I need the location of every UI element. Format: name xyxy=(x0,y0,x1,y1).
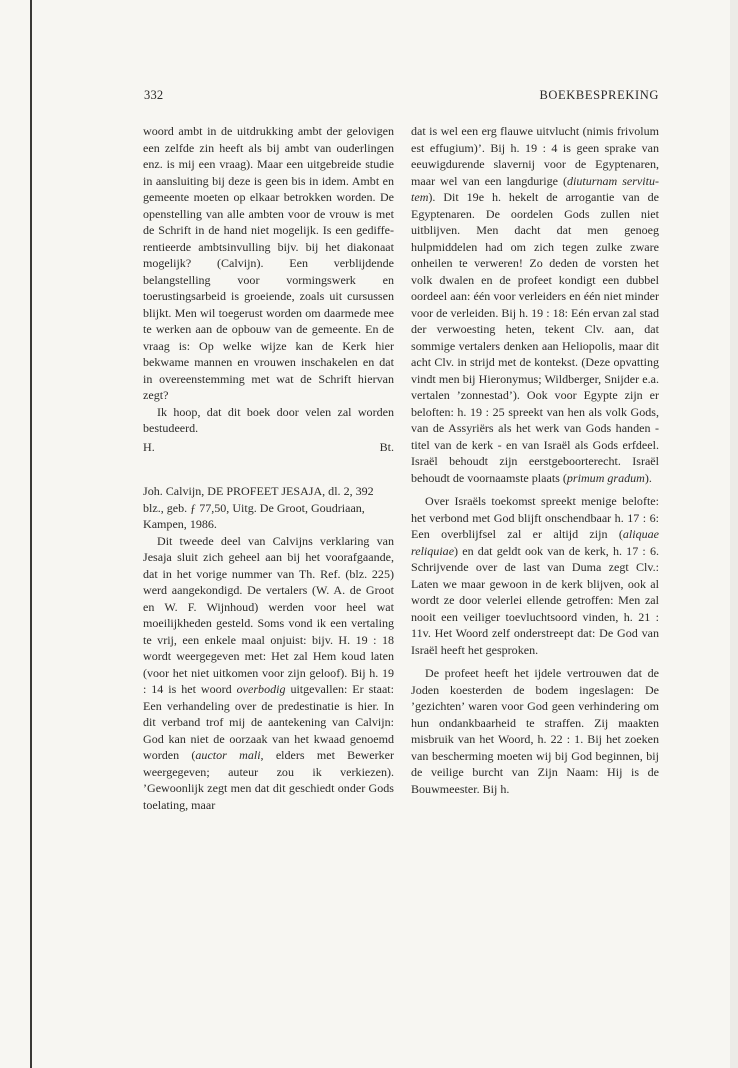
emphasis-primum-gradum: primum gradum xyxy=(566,470,645,485)
page-number: 332 xyxy=(144,88,164,102)
review-text-a: Dit tweede deel van Calvijns verklaring van Jesaja sluit zich geheel aan bij het voorafgaande, dat in het vorige nummer van Th. Ref. (blz. 225) werd aangekondigd. De vertalers (W. A. de Groot en W. F. Wijnhoud) werden voor heel wat moeilijkheden gesteld. Soms vond ik een vertaling te vrij, een enkele maal onjuist: bijv. H. 19 : 18 wordt weergegeven met: Het zal Hem koud laten (voor het niet uitkomen voor zijn geloof). Bij h. 19 : 14 is het woord xyxy=(143,533,394,697)
emphasis-aliquae-reliquiae: aliquae reliquiae xyxy=(411,527,659,558)
paragraph-continued: woord ambt in de uitdrukking ambt der gelovigen een zelfde zin heeft als bij ambt van ouderlingen enz. is mij een vraag). Maar een uitgebreide studie in aansluiting bij deze is geen bis in idem. Ambt en gemeente moeten op elkaar betrokken worden. De openstelling van alle ambten voor de vrouw is met de Schrift in de hand niet mogelijk. Is een gedifferentieerde ambtsinvulling bijv. bij het diakonaat mogelijk? (Calvijn). Een verblijdende belangstelling voor vormingswerk en toerustingsarbeid is groeiende, zoals uit cursussen blijkt. Men wil toegerust worden om daarmede mee te werken aan de opbouw van de gemeente. En de vraag is: Op welke wijze kan de Kerk hier bekwame mannen en vrouwen inschakelen en dat in overeenstemming met wat de Schrift hiervan zegt? xyxy=(143,124,394,402)
book-citation: Joh. Calvijn, DE PROFEET JESAJA, dl. 2, 392 blz., geb. ƒ 77,50, Uitg. De Groot, Goudriaan, Kampen, 1986. xyxy=(143,484,374,532)
scan-border-right xyxy=(730,0,738,1068)
text-segment: ) en dat geldt ook van de kerk, h. 17 : 6. Schrijvende over de last van Duma zegt Clv.: Laten we maar gewoon in de kerk blijven, ook al wordt ze door velerlei ellende getroffen: Men zal nooit een veiliger toevluchtsoord vinden, h. 21 : 11v. Het Woord zelf onderstreept dat: De God van Israël heeft het gesproken. xyxy=(411,543,659,657)
review-signoff xyxy=(143,439,394,456)
right-column xyxy=(411,123,659,797)
paragraph-prophet: De profeet heeft het ijdele vertrouwen dat de Joden koesterden de bodem ingeslagen: De ’gezichten’ waren voor God geen verhindering om hun ondankbaarheid te straffen. Zij maakten misbruik van het Woord, h. 22 : 1. Bij het zoeken van bescherming moeten wij bij God beginnen, bij de veilige burcht van Zijn Naam: Hij is de Bouwmeester. Bij h. xyxy=(411,666,659,796)
text-segment: dat is wel een erg flauwe uitvlucht (nimis frivolum est effugium)’. Bij h. 19 : 4 is geen sprake van eeuwigdurende slavernij voor de Egyptenaren, maar wel van een langdurige ( xyxy=(411,124,659,188)
text-segment: ). xyxy=(644,470,652,485)
paragraph-israel xyxy=(411,493,659,658)
review-text-c: elders met Bewerker weergegeven; auteur zou ik verkiezen). ’Gewoonlijk zegt men dat dit geschiedt onder Gods toelating, maar xyxy=(143,748,394,812)
paragraph-egypt xyxy=(411,123,659,486)
running-head: BOEKBESPREKING xyxy=(539,88,659,102)
signoff-initial-left: H. xyxy=(143,439,155,454)
review-emphasis-auctor-mali: auctor mali, xyxy=(195,748,264,763)
review-paragraph xyxy=(143,533,394,814)
text-segment: Over Israëls toekomst spreekt menige belofte: het verbond met God blijft onschendbaar h. 17 : 6: Een overblijfsel zal er altijd zijn ( xyxy=(411,494,659,541)
text-segment: ). Dit 19e h. hekelt de arrogantie van de Egyptenaren. De oordelen Gods zullen niet uitblijven. Men dacht dat men genoeg hulpmiddelen had om zich tegen zulke zware onheilen te verweren! Zo deden de vorsten het volk dwalen en de profeet kondigt een dubbel oordeel aan: één voor verleiders en één niet minder voor de verleiden. Bij h. 19 : 18: Eén ervan zal stad der verwoesting heten, tekent Clv. aan, dat sommige vertalers denken aan Heliopolis, maar dit acht Clv. in strijd met de kontekst. (Deze opvatting vindt men bij Hieronymus; Wildberger, Snijder e.a. vertalen ’zonnestad’). Ook voor Egypte zijn er beloften: h. 19 : 25 spreekt van hen als volk Gods, van de Assyriërs als het werk van Gods handen - titel van de kerk - en van Israël als Gods erfdeel. Israël behoudt zijn eerstgeboorterecht. Israël behoudt de voornaamste plaats ( xyxy=(411,190,659,485)
left-column xyxy=(143,123,394,813)
scan-border-left xyxy=(30,0,32,1068)
paragraph-closing: Ik hoop, dat dit boek door velen zal worden bestudeerd. xyxy=(143,404,394,435)
review-emphasis-overbodig: overbodig xyxy=(236,682,286,697)
review-text-b: uitgevallen: Er staat: Een verhandeling over de predestinatie is hier. In dit verband trof mij de aantekening van Calvijn: God kan niet de oorzaak van het kwaad genoemd worden ( xyxy=(143,682,394,763)
emphasis-diuturnam: diuturnam servitutem xyxy=(411,173,659,204)
signoff-initial-right: Bt. xyxy=(379,439,394,454)
